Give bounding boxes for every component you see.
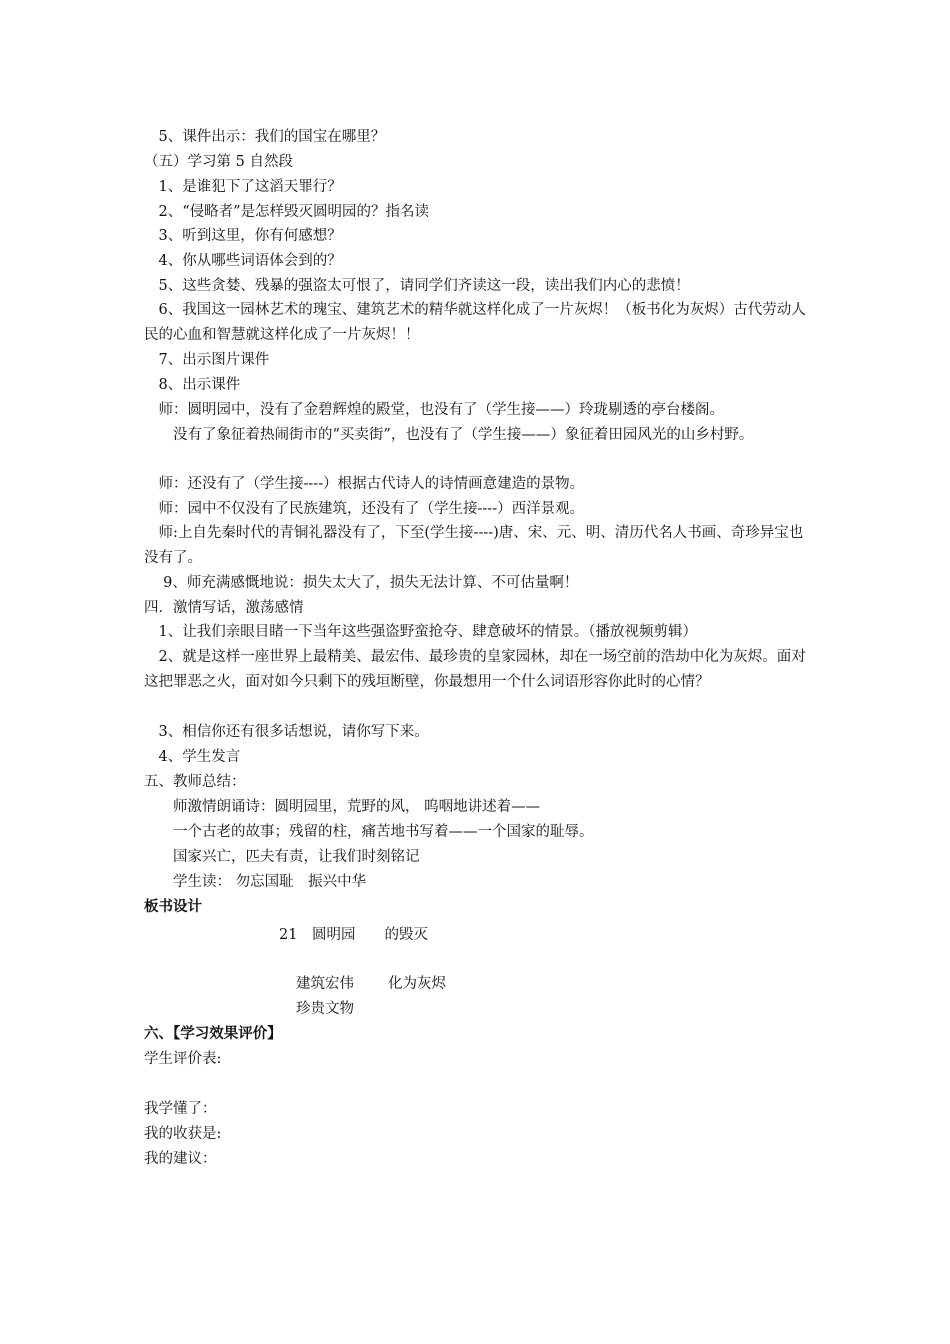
- text-line: 9、师充满感慨地说：损失太大了，损失无法计算、不可估量啊！: [144, 575, 579, 591]
- section-heading-6: 六、【学习效果评价】: [144, 1026, 282, 1042]
- text-line: 1、是谁犯下了这滔天罪行？: [144, 179, 342, 195]
- text-line: 师：圆明园中，没有了金碧辉煌的殿堂，也没有了（学生接——）玲珑剔透的亭台楼阁。: [144, 402, 724, 418]
- text-line: 5、这些贪婪、残暴的强盗太可恨了，请同学们齐读这一段，读出我们内心的悲愤！: [144, 278, 690, 294]
- text-paragraph: 2、就是这样一座世界上最精美、最宏伟、最珍贵的皇家园林，却在一场空前的浩劫中化为灰烬。面对这把罪恶之火，面对如今只剩下的残垣断壁，你最想用一个什么词语形容你此时的心情？: [144, 649, 806, 690]
- eval-line: 我学懂了：: [144, 1101, 217, 1117]
- section-heading-5-summary: 五、教师总结：: [144, 774, 246, 790]
- text-paragraph: 师:上自先秦时代的青铜礼器没有了，下至(学生接----)唐、宋、元、明、清历代名人书画、奇珍异宝也没有了。: [144, 525, 804, 566]
- board-design-heading: 板书设计: [144, 899, 202, 915]
- board-left-2: 珍贵文物: [296, 1001, 354, 1017]
- section-heading-5: （五）学习第 5 自然段: [144, 154, 293, 170]
- eval-table-label: 学生评价表:: [144, 1051, 222, 1067]
- poem-line: 师激情朗诵诗：圆明园里，荒野的风， 呜咽地讲述着——: [144, 799, 541, 815]
- text-paragraph: 6、我国这一园林艺术的瑰宝、建筑艺术的精华就这样化成了一片灰烬！（板书化为灰烬）古代劳动人民的心血和智慧就这样化成了一片灰烬！！: [144, 302, 806, 343]
- text-line: 4、学生发言: [144, 749, 241, 765]
- text-line: 5、课件出示：我们的国宝在哪里？: [144, 129, 386, 145]
- poem-line: 国家兴亡，匹夫有责，让我们时刻铭记: [144, 849, 420, 865]
- text-line: 8、出示课件: [144, 377, 241, 393]
- text-line: 4、你从哪些词语体会到的？: [144, 253, 342, 269]
- text-line: 7、出示图片课件: [144, 352, 270, 368]
- board-right-1: 化为灰烬: [388, 976, 446, 992]
- text-line: 2、“侵略者”是怎样毁灭圆明园的？指名读: [144, 204, 430, 220]
- board-left-1: 建筑宏伟: [296, 976, 354, 992]
- text-line: 3、相信你还有很多话想说，请你写下来。: [144, 724, 429, 740]
- poem-line: 一个古老的故事；残留的柱，痛苦地书写着——一个国家的耻辱。: [144, 824, 594, 840]
- board-title: 21 圆明园 的毁灭: [279, 927, 428, 943]
- text-line: 师：还没有了（学生接----）根据古代诗人的诗情画意建造的景物。: [144, 476, 585, 492]
- text-paragraph: 没有了象征着热闹街市的“买卖街”，也没有了（学生接——）象征着田园风光的山乡村野。: [144, 427, 754, 443]
- text-line: 师：园中不仅没有了民族建筑，还没有了（学生接----）西洋景观。: [144, 501, 585, 517]
- poem-line: 学生读： 勿忘国耻 振兴中华: [144, 874, 367, 890]
- eval-line: 我的建议：: [144, 1151, 217, 1167]
- text-line: 1、让我们亲眼目睹一下当年这些强盗野蛮抢夺、肆意破坏的情景。（播放视频剪辑）: [144, 624, 697, 640]
- section-heading-4: 四．激情写话，激荡感情: [144, 600, 304, 616]
- eval-line: 我的收获是:: [144, 1126, 222, 1142]
- text-line: 3、听到这里，你有何感想？: [144, 228, 342, 244]
